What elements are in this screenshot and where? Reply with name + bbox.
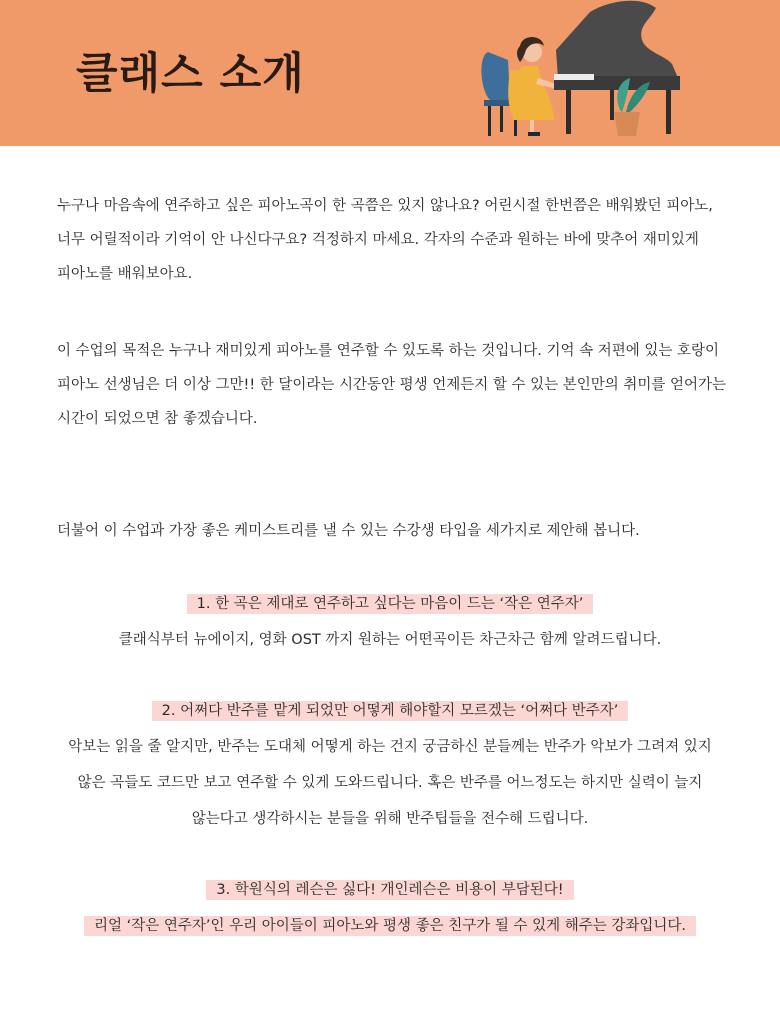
suggest-line: 더불어 이 수업과 가장 좋은 케미스트리를 낼 수 있는 수강생 타입을 세가지로 제안해 봅니다. [57,523,640,539]
type-2-heading: 2. 어쩌다 반주를 맡게 되었만 어떻게 해야할지 모르겠는 ‘어쩌다 반주자’ [152,701,629,721]
type-3-highlight-line: 리얼 ‘작은 연주자’인 우리 아이들이 피아노와 평생 좋은 친구가 될 수 있게 해주는 강좌입니다. [84,916,696,936]
type-2-description-line: 않은 곡들도 코드만 보고 연주할 수 있게 도와드립니다. 혹은 반주를 어느정도는 하지만 실력이 늘지 [77,775,703,791]
suggest-paragraph [57,514,737,548]
page-title: 클래스 소개 [76,49,305,99]
type-3-heading: 3. 학원식의 레슨은 싫다! 개인레슨은 비용이 부담된다! [206,880,573,900]
type-1-description: 클래식부터 뉴에이지, 영화 OST 까지 원하는 어떤곡이든 차근차근 함께 알려드립니다. [118,632,662,648]
type-2-description-line: 악보는 읽을 줄 알지만, 반주는 도대체 어떻게 하는 건지 궁금하신 분들께는 반주가 악보가 그려져 있지 [68,739,712,755]
pianist-illustration [470,0,710,146]
purpose-paragraph [57,334,737,436]
intro-line: 피아노를 배워보아요. [57,266,193,282]
purpose-line: 피아노 선생님은 더 이상 그만!! 한 달이라는 시간동안 평생 언제든지 할 수 있는 본인만의 취미를 얻어가는 [57,377,727,393]
type-1-block [0,586,780,658]
purpose-line: 시간이 되었으면 참 좋겠습니다. [57,411,258,427]
intro-line: 누구나 마음속에 연주하고 싶은 피아노곡이 한 곡쯤은 있지 않나요? 어린시절 한번쯤은 배워봤던 피아노, [57,198,713,214]
type-1-heading: 1. 한 곡은 제대로 연주하고 싶다는 마음이 드는 ‘작은 연주자’ [187,594,594,614]
header-banner [0,0,780,146]
intro-line: 너무 어릴적이라 기억이 안 나신다구요? 걱정하지 마세요. 각자의 수준과 원하는 바에 맞추어 재미있게 [57,232,699,248]
intro-paragraph [57,189,737,291]
type-2-description-line: 않는다고 생각하시는 분들을 위해 반주팁들을 전수해 드립니다. [191,811,589,827]
type-3-block [0,872,780,944]
type-2-block [0,693,780,837]
purpose-line: 이 수업의 목적은 누구나 재미있게 피아노를 연주할 수 있도록 하는 것입니다. 기억 속 저편에 있는 호랑이 [57,343,720,359]
